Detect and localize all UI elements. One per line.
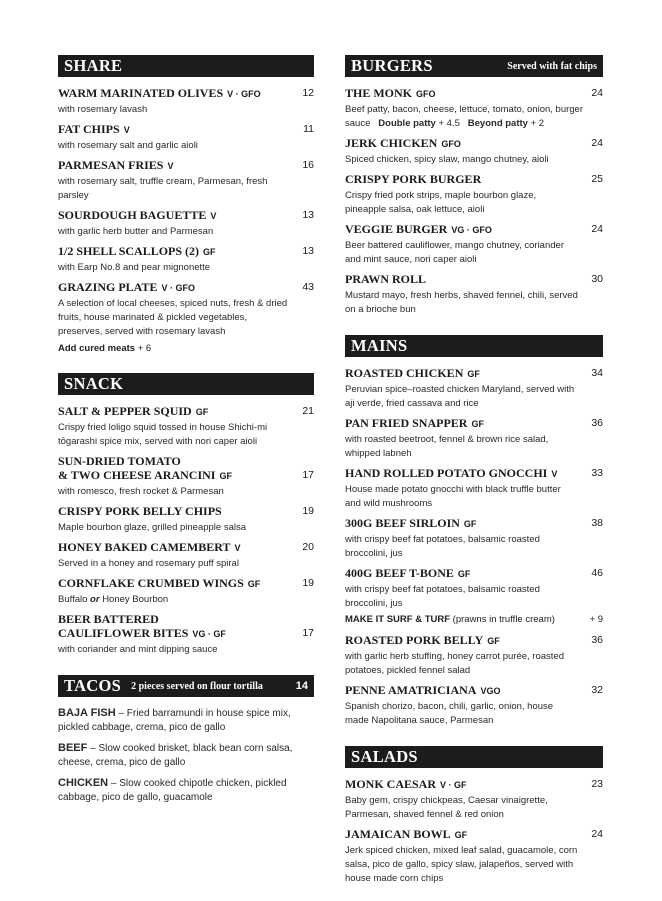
- item-name-line1: BEER BATTERED: [58, 612, 159, 626]
- item-description: Spanish chorizo, bacon, chili, garlic, onion, house made Napolitana sauce, Parmesan: [345, 701, 554, 726]
- item-description: Spiced chicken, spicy slaw, mango chutney, aioli: [345, 154, 549, 165]
- item-name-line2: & TWO CHEESE ARANCINI: [58, 468, 216, 482]
- burgers-subtitle: Served with fat chips: [507, 60, 597, 72]
- item-description: with crispy beef fat potatoes, balsamic roasted broccolini, jus: [345, 584, 540, 609]
- right-column: [345, 55, 603, 901]
- item-name: 300G BEEF SIRLOIN: [345, 516, 460, 530]
- mains-section: [345, 335, 603, 728]
- item-name: PRAWN ROLL: [345, 272, 427, 286]
- menu-item: [345, 827, 603, 886]
- item-price: 33: [591, 467, 603, 479]
- diet-tags: V: [234, 543, 241, 553]
- mains-title: MAINS: [351, 336, 408, 355]
- beyond-patty-label: Beyond patty: [467, 118, 528, 129]
- diet-tags: GF: [203, 247, 216, 257]
- item-name: ROASTED CHICKEN: [345, 366, 464, 380]
- diet-tags: GF: [219, 471, 232, 481]
- menu-item: [58, 122, 314, 153]
- item-price: 17: [302, 469, 314, 481]
- menu-item: [345, 683, 603, 728]
- menu-item: [58, 280, 314, 355]
- item-name: VEGGIE BURGER: [345, 222, 448, 236]
- diet-tags: V · GFO: [161, 283, 195, 293]
- sauce-option: Honey Bourbon: [102, 594, 169, 605]
- share-section: [58, 55, 314, 355]
- item-price: 46: [591, 567, 603, 579]
- item-price: 38: [591, 517, 603, 529]
- surf-turf-desc: (prawns in truffle cream): [452, 614, 555, 625]
- item-description: Beer battered cauliflower, mango chutney, coriander and mint sauce, nori caper aioli: [345, 240, 564, 265]
- tacos-title: TACOS: [64, 676, 122, 695]
- snack-section: [58, 373, 314, 657]
- tacos-price: 14: [295, 680, 308, 692]
- tacos-header: [58, 675, 314, 697]
- diet-tags: GF: [487, 636, 500, 646]
- item-description: with roasted beetroot, fennel & brown rice salad, whipped labneh: [345, 434, 549, 459]
- diet-tags: GF: [247, 579, 261, 589]
- item-description: with garlic herb stuffing, honey carrot purée, roasted potatoes, pickled fennel salad: [345, 651, 564, 676]
- sauce-option: Buffalo: [58, 594, 88, 605]
- item-description: Peruvian spice–roasted chicken Maryland, served with aji verde, fried cassava and rice: [345, 384, 575, 409]
- menu-item: [58, 208, 314, 239]
- diet-tags: GF: [463, 519, 477, 529]
- taco-item: [58, 706, 314, 735]
- salads-header: [345, 746, 603, 768]
- menu-item: [58, 612, 314, 657]
- item-description: Baby gem, crispy chickpeas, Caesar vinaigrette, Parmesan, shaved fennel & red onion: [345, 795, 548, 820]
- item-description: Crispy fried loligo squid tossed in house Shichi-mi tōgarashi spice mix, served with nori caper aioli: [58, 422, 268, 447]
- item-name: PAN FRIED SNAPPER: [345, 416, 468, 430]
- item-name: SOURDOUGH BAGUETTE: [58, 208, 207, 222]
- surf-turf-addon: [345, 613, 603, 627]
- menu-item: [58, 504, 314, 535]
- taco-item: [58, 776, 314, 805]
- salads-section: [345, 746, 603, 886]
- diet-tags: V: [123, 125, 130, 135]
- item-name: CRISPY PORK BURGER: [345, 172, 482, 186]
- item-description: with rosemary salt, truffle cream, Parmesan, fresh parsley: [58, 176, 268, 201]
- menu-item: [58, 158, 314, 203]
- item-price: 11: [303, 123, 314, 135]
- item-name: 400G BEEF T-BONE: [345, 566, 454, 580]
- item-price: 13: [302, 245, 314, 257]
- menu-item: [58, 540, 314, 571]
- menu-item: [345, 366, 603, 411]
- item-description: [345, 103, 603, 131]
- item-price: 36: [591, 417, 603, 429]
- menu-item: [58, 86, 314, 117]
- item-name: JAMAICAN BOWL: [345, 827, 451, 841]
- item-name-line1: SUN-DRIED TOMATO: [58, 454, 181, 468]
- menu-item: [345, 172, 603, 217]
- diet-tags: VGO: [480, 686, 501, 696]
- menu-item: [345, 86, 603, 131]
- mains-header: [345, 335, 603, 357]
- item-name: GRAZING PLATE: [58, 280, 158, 294]
- item-description: [58, 593, 314, 607]
- item-price: 34: [591, 367, 603, 379]
- item-price: 23: [591, 778, 603, 790]
- item-name: HONEY BAKED CAMEMBERT: [58, 540, 231, 554]
- item-name: CORNFLAKE CRUMBED WINGS: [58, 576, 244, 590]
- menu-item: [58, 454, 314, 499]
- diet-tags: V · GFO: [227, 89, 261, 99]
- item-price: 19: [302, 577, 314, 589]
- taco-name: BEEF: [58, 742, 88, 754]
- diet-tags: GF: [195, 407, 209, 417]
- tacos-subtitle: 2 pieces served on flour tortilla: [131, 680, 263, 692]
- diet-tags: GFO: [441, 139, 461, 149]
- item-name: FAT CHIPS: [58, 122, 120, 136]
- item-name: PENNE AMATRICIANA: [345, 683, 477, 697]
- diet-tags: V · GF: [440, 780, 467, 790]
- double-patty-label: Double patty: [378, 118, 436, 129]
- taco-item: [58, 741, 314, 770]
- desc-text: Beef patty, bacon, cheese, lettuce, tomato, onion, burger sauce: [345, 104, 584, 129]
- diet-tags: GF: [471, 419, 484, 429]
- tacos-section: [58, 675, 314, 805]
- diet-tags: VG · GF: [192, 629, 226, 639]
- item-name: HAND ROLLED POTATO GNOCCHI: [345, 466, 548, 480]
- diet-tags: GF: [467, 369, 480, 379]
- diet-tags: V: [210, 211, 217, 221]
- taco-name: BAJA FISH: [58, 707, 116, 719]
- taco-description: – Slow cooked chipotle chicken, pickled cabbage, pico de gallo, guacamole: [58, 778, 287, 803]
- item-price: 24: [591, 223, 603, 235]
- item-description: with rosemary salt and garlic aioli: [58, 140, 198, 151]
- share-header: [58, 55, 314, 77]
- item-price: 36: [591, 634, 603, 646]
- taco-name: CHICKEN: [58, 777, 109, 789]
- item-price: 30: [591, 273, 603, 285]
- menu-item: [345, 272, 603, 317]
- item-price: 17: [302, 627, 314, 639]
- diet-tags: GF: [454, 830, 468, 840]
- item-price: 20: [302, 541, 314, 553]
- menu-item: [345, 466, 603, 511]
- item-price: 21: [302, 405, 314, 417]
- menu-item: [345, 136, 603, 167]
- salads-title: SALADS: [351, 747, 418, 766]
- beyond-patty-price: + 2: [530, 118, 545, 129]
- item-description: with garlic herb butter and Parmesan: [58, 226, 214, 237]
- item-description: A selection of local cheeses, spiced nuts, fresh & dried fruits, house marinated & pickled vegetables, preserves, served with rosemary lavash: [58, 298, 288, 337]
- menu-item: [58, 404, 314, 449]
- item-price: 24: [591, 137, 603, 149]
- item-price: 32: [591, 684, 603, 696]
- item-price: 12: [302, 87, 314, 99]
- menu-item: [58, 244, 314, 275]
- item-price: 19: [302, 505, 314, 517]
- item-description: with coriander and mint dipping sauce: [58, 644, 218, 655]
- burgers-section: [345, 55, 603, 317]
- diet-tags: GFO: [416, 89, 436, 99]
- menu-item: [345, 416, 603, 461]
- item-description: Crispy fried pork strips, maple bourbon glaze, pineapple salsa, oak lettuce, aioli: [345, 190, 537, 215]
- diet-tags: VG · GFO: [451, 225, 492, 235]
- addon-price: + 6: [137, 343, 152, 354]
- burgers-header: [345, 55, 603, 77]
- surf-turf-label: MAKE IT SURF & TURF: [345, 614, 451, 625]
- or-word: or: [90, 594, 100, 605]
- diet-tags: V: [551, 469, 558, 479]
- addon-line: [58, 342, 314, 355]
- item-description: Served in a honey and rosemary puff spiral: [58, 558, 239, 569]
- taco-description: – Fried barramundi in house spice mix, pickled cabbage, crema, pico de gallo: [58, 708, 291, 733]
- item-price: 24: [591, 828, 603, 840]
- item-name: CRISPY PORK BELLY CHIPS: [58, 504, 222, 518]
- item-description: with romesco, fresh rocket & Parmesan: [58, 486, 224, 497]
- burgers-title: BURGERS: [351, 56, 433, 75]
- item-description: with crispy beef fat potatoes, balsamic roasted broccolini, jus: [345, 534, 540, 559]
- addon-label: Add cured meats: [58, 343, 136, 354]
- item-price: 25: [591, 173, 603, 185]
- item-description: Jerk spiced chicken, mixed leaf salad, guacamole, corn salsa, pico de gallo, spicy slaw, jalapeños, served with house made corn chips: [345, 845, 578, 884]
- left-column: [58, 55, 314, 820]
- item-name: SALT & PEPPER SQUID: [58, 404, 192, 418]
- item-name: WARM MARINATED OLIVES: [58, 86, 224, 100]
- item-price: 16: [302, 159, 314, 171]
- item-name: ROASTED PORK BELLY: [345, 633, 484, 647]
- item-price: 43: [302, 281, 314, 293]
- share-title: SHARE: [64, 56, 123, 75]
- snack-header: [58, 373, 314, 395]
- item-name: PARMESAN FRIES: [58, 158, 164, 172]
- item-name: JERK CHICKEN: [345, 136, 438, 150]
- item-description: with Earp No.8 and pear mignonette: [58, 262, 211, 273]
- item-name: MONK CAESAR: [345, 777, 437, 791]
- diet-tags: GF: [457, 569, 471, 579]
- item-price: 13: [302, 209, 314, 221]
- item-description: Mustard mayo, fresh herbs, shaved fennel, chili, served on a brioche bun: [345, 290, 578, 315]
- taco-description: – Slow cooked brisket, black bean corn salsa, cheese, crema, pico de gallo: [58, 743, 293, 768]
- item-description: with rosemary lavash: [58, 104, 148, 115]
- surf-turf-price: + 9: [589, 614, 603, 625]
- diet-tags: V: [167, 161, 174, 171]
- menu-item: [58, 576, 314, 607]
- menu-item: [345, 222, 603, 267]
- double-patty-price: + 4.5: [438, 118, 460, 129]
- menu-item: [345, 516, 603, 561]
- item-name: THE MONK: [345, 86, 413, 100]
- item-description: Maple bourbon glaze, grilled pineapple salsa: [58, 522, 247, 533]
- item-description: House made potato gnocchi with black truffle butter and wild mushrooms: [345, 484, 561, 509]
- menu-item: [345, 566, 603, 627]
- menu-item: [345, 777, 603, 822]
- snack-title: SNACK: [64, 374, 124, 393]
- item-name-line2: CAULIFLOWER BITES: [58, 626, 189, 640]
- menu-item: [345, 633, 603, 678]
- item-price: 24: [591, 87, 603, 99]
- item-name: 1/2 SHELL SCALLOPS (2): [58, 244, 200, 258]
